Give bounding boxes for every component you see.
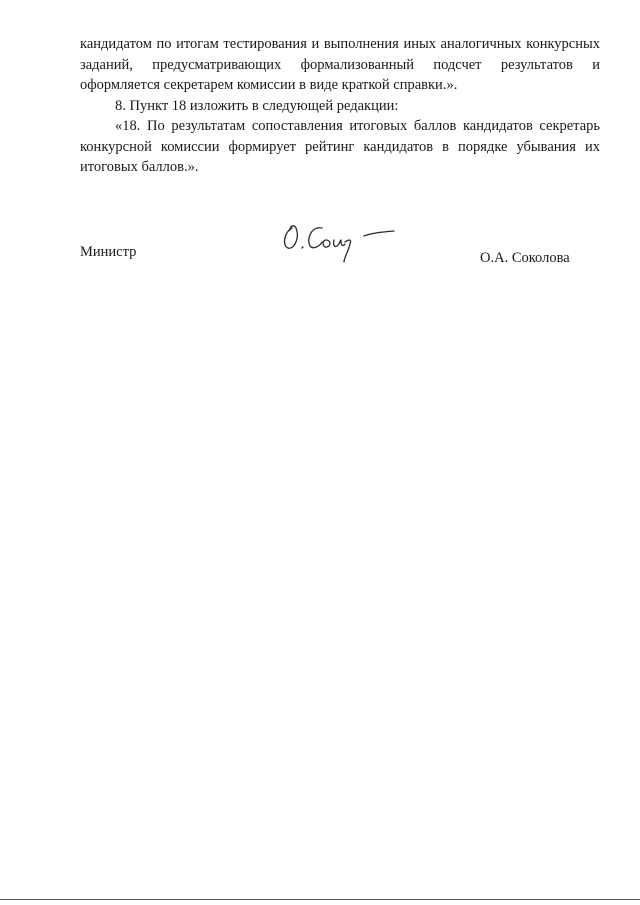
page-bottom-rule bbox=[0, 899, 640, 900]
signatory-name: О.А. Соколова bbox=[480, 250, 570, 266]
document-body bbox=[80, 34, 600, 178]
handwritten-signature bbox=[278, 214, 398, 264]
paragraph-item-18: «18. По результатам сопоставления итоговых баллов кандидатов секретарь конкурсной комиссии формирует рейтинг кандидатов в порядке убывания их итоговых баллов.». bbox=[80, 118, 600, 175]
paragraph-continuation: кандидатом по итогам тестирования и выполнения иных аналогичных конкурсных заданий, предусматривающих формализованный подсчет результатов и оформляется секретарем комиссии в виде краткой справки.». bbox=[80, 36, 600, 93]
paragraph-item-8: 8. Пункт 18 изложить в следующей редакции: bbox=[115, 97, 399, 114]
signatory-title: Министр bbox=[80, 244, 137, 260]
